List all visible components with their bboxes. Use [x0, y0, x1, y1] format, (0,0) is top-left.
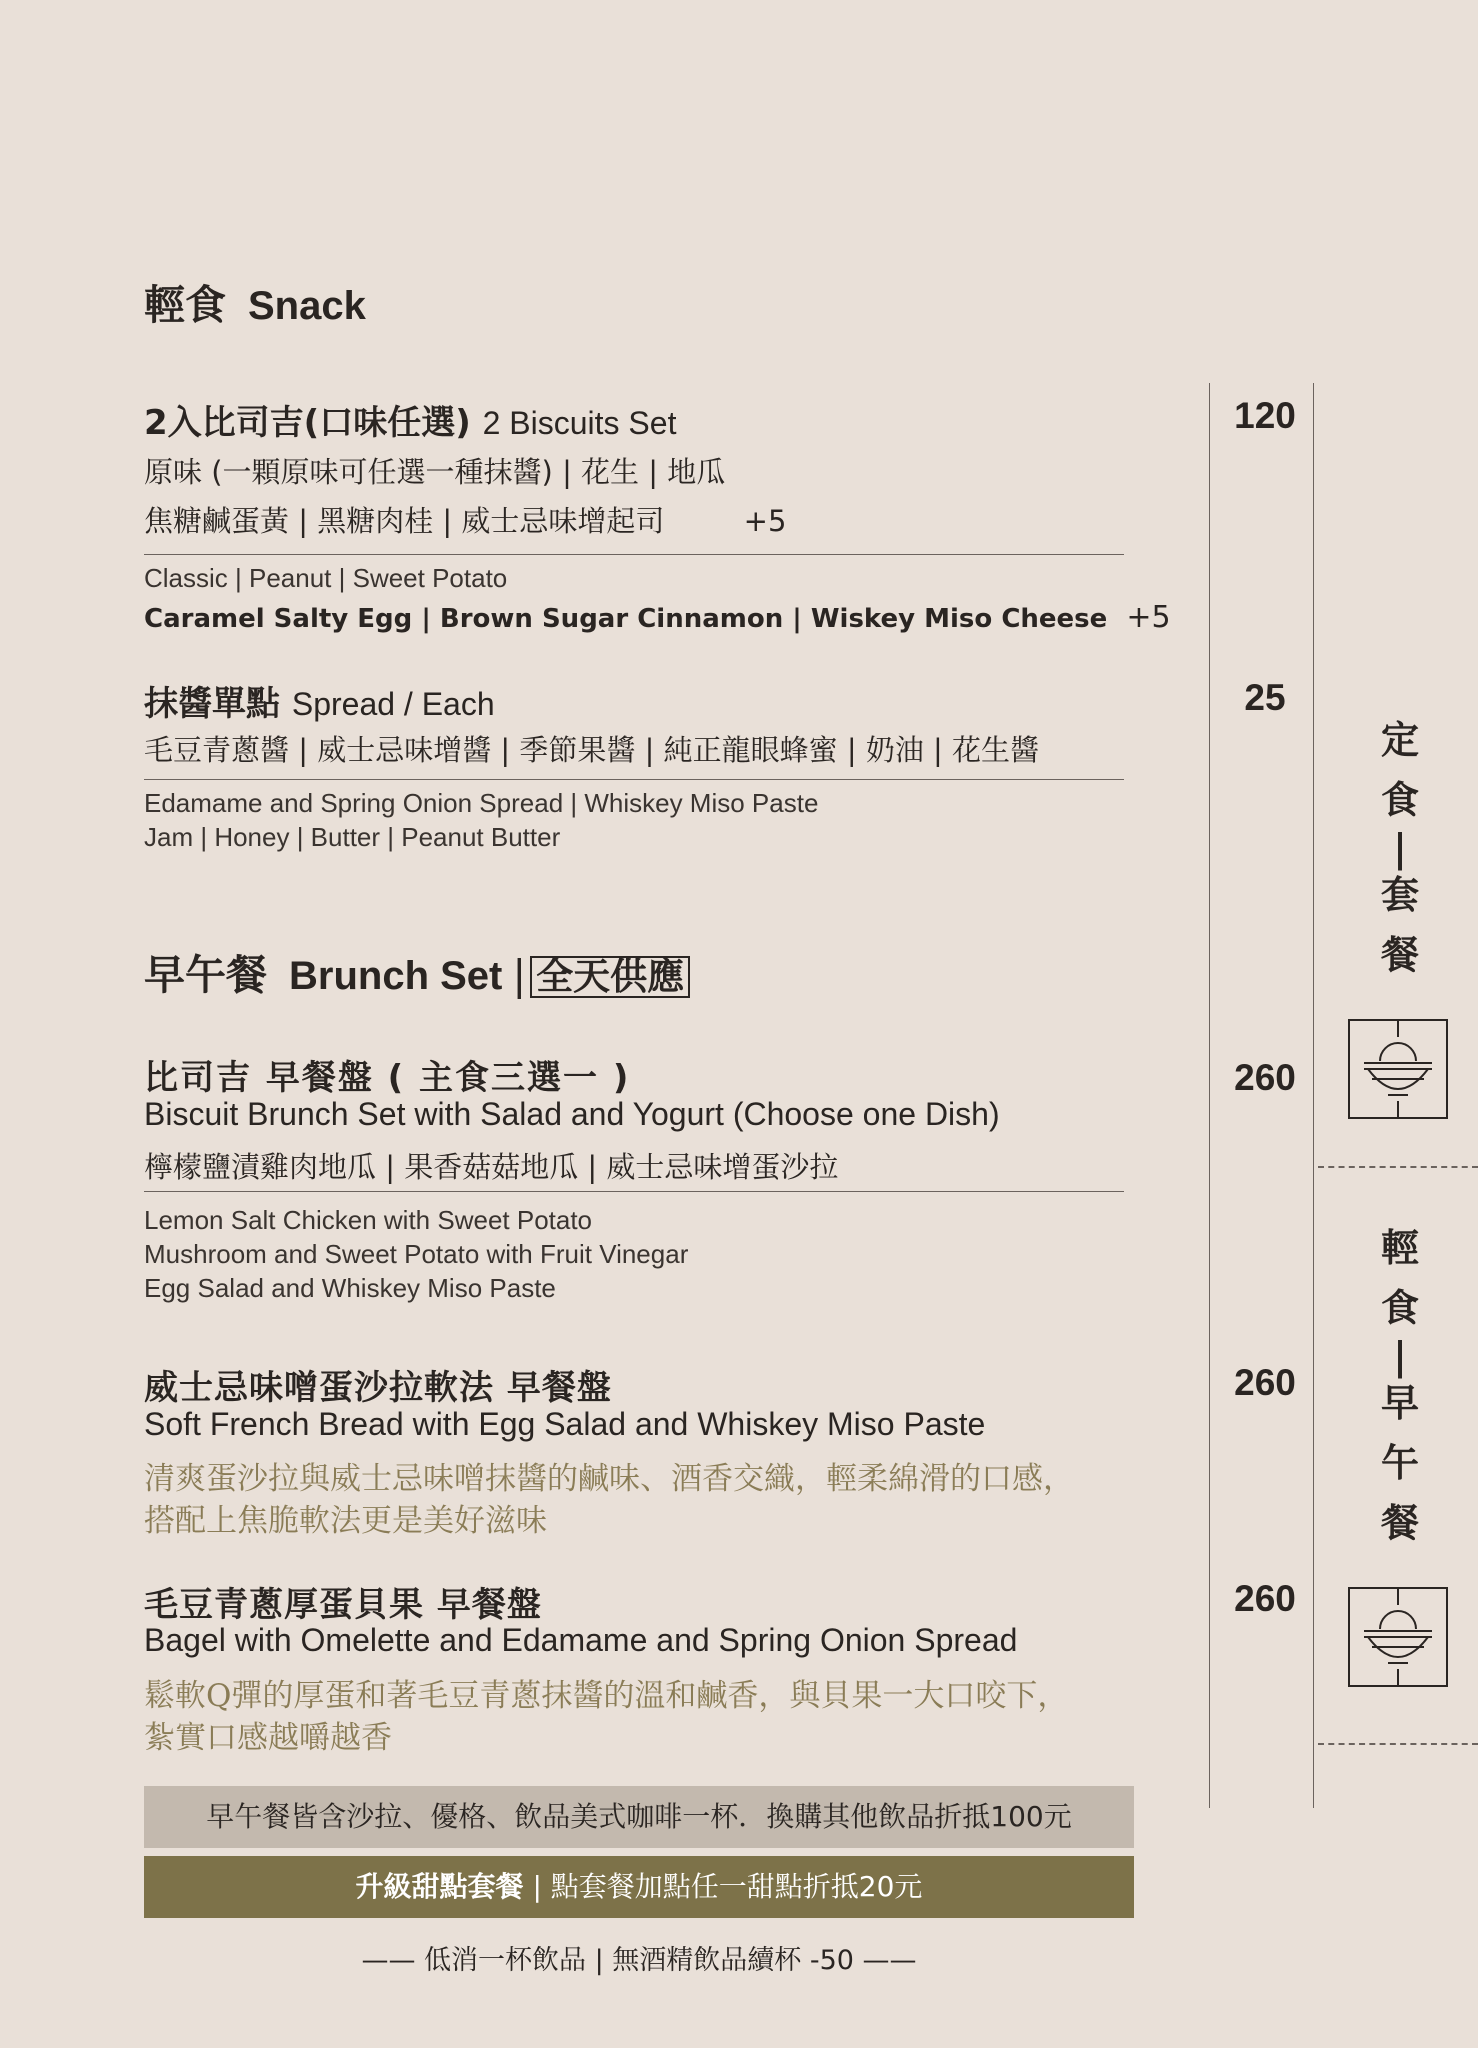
divider: [144, 1191, 1124, 1192]
spread-flavors-en-2: Jam | Honey | Butter | Peanut Butter: [144, 822, 561, 852]
brunch-includes-note: 早午餐皆含沙拉、優格、飲品美式咖啡一杯．換購其他飲品折抵100元: [144, 1786, 1134, 1848]
snack-heading: [144, 272, 366, 331]
minimum-order-note: —— 低消一杯飲品 | 無酒精飲品續杯 -50 ——: [361, 1945, 917, 1976]
side-tab-char: 餐: [1380, 1500, 1419, 1545]
biscuit-set-price: 260: [1234, 1057, 1296, 1098]
bowl-icon: [1348, 1019, 1448, 1119]
price-column-divider: [1209, 383, 1210, 1808]
biscuits-flavors-en-1: Classic | Peanut | Sweet Potato: [144, 563, 508, 593]
side-tab-char: |: [1393, 825, 1407, 870]
side-tab-char: 套: [1380, 872, 1419, 917]
biscuit-set-title: 比司吉 早餐盤 ( 主食三選一 ): [144, 1058, 631, 1098]
all-day-badge: 全天供應: [530, 956, 690, 998]
brunch-heading: [144, 942, 690, 1001]
side-tab-char: 食: [1380, 1285, 1419, 1330]
biscuit-set-dish-en-2: Mushroom and Sweet Potato with Fruit Vinegar: [144, 1239, 689, 1269]
side-tab-char: 輕: [1380, 1225, 1419, 1270]
side-tab-char: 午: [1380, 1440, 1419, 1485]
french-bread-desc-1: 清爽蛋沙拉與威士忌味噌抹醬的鹹味、酒香交織，輕柔綿滑的口感，: [144, 1461, 1074, 1497]
side-tab-char: |: [1393, 1333, 1407, 1378]
divider: [144, 779, 1124, 780]
spread-title-zh: 抹醬單點: [144, 684, 280, 724]
side-tab-char: 餐: [1380, 932, 1419, 977]
biscuit-set-dish-en-1: Lemon Salt Chicken with Sweet Potato: [144, 1205, 593, 1235]
spread-title-en: Spread / Each: [291, 686, 495, 722]
biscuits-title: [144, 395, 676, 444]
biscuits-title-zh: 2入比司吉(口味任選): [144, 403, 471, 443]
spread-flavors-en-1: Edamame and Spring Onion Spread | Whiskey Miso Paste: [144, 788, 819, 818]
side-tab-separator: [1318, 1743, 1478, 1745]
french-bread-price: 260: [1234, 1362, 1296, 1403]
brunch-heading-separator: |: [512, 951, 527, 999]
biscuits-flavors-en-2-text: Caramel Salty Egg | Brown Sugar Cinnamon | Wiskey Miso Cheese: [144, 604, 1108, 634]
biscuits-flavors-zh-1: 原味 (一顆原味可任選一種抹醬) | 花生 | 地瓜: [144, 455, 726, 489]
biscuits-title-en: 2 Biscuits Set: [482, 405, 677, 441]
dessert-upgrade-note: [144, 1856, 1134, 1918]
spread-title: [144, 676, 495, 725]
biscuits-flavors-zh-2-text: 焦糖鹹蛋黃 | 黑糖肉桂 | 威士忌味增起司: [144, 504, 665, 538]
snack-heading-zh: 輕食: [144, 281, 226, 329]
biscuit-set-dish-en-3: Egg Salad and Whiskey Miso Paste: [144, 1273, 556, 1303]
bagel-title: 毛豆青蔥厚蛋貝果 早餐盤: [144, 1585, 542, 1625]
bagel-title-en: Bagel with Omelette and Edamame and Spring Onion Spread: [144, 1622, 1018, 1658]
dessert-upgrade-detail: | 點套餐加點任一甜點折抵20元: [523, 1870, 923, 1903]
biscuits-flavors-zh-extra: +5: [743, 504, 787, 538]
brunch-heading-zh: 早午餐: [144, 951, 267, 999]
french-bread-title-en: Soft French Bread with Egg Salad and Whiskey Miso Paste: [144, 1406, 986, 1442]
spread-flavors-zh: 毛豆青蔥醬 | 威士忌味增醬 | 季節果醬 | 純正龍眼蜂蜜 | 奶油 | 花生醬: [144, 733, 1040, 767]
biscuit-set-title-en: Biscuit Brunch Set with Salad and Yogurt (Choose one Dish): [144, 1096, 1000, 1132]
bagel-desc-1: 鬆軟Q彈的厚蛋和著毛豆青蔥抹醬的溫和鹹香，與貝果一大口咬下，: [144, 1678, 1069, 1714]
side-tab-char: 早: [1380, 1380, 1419, 1425]
side-tab-char: 食: [1380, 777, 1419, 822]
brunch-heading-en: Brunch Set: [289, 954, 503, 998]
french-bread-desc-2: 搭配上焦脆軟法更是美好滋味: [144, 1503, 547, 1539]
bagel-desc-2: 紮實口感越嚼越香: [144, 1720, 392, 1756]
divider: [144, 554, 1124, 555]
biscuits-flavors-zh-2: [144, 499, 786, 540]
snack-heading-en: Snack: [248, 284, 366, 328]
biscuits-flavors-en-2: [144, 600, 1171, 635]
side-tab-char: 定: [1380, 717, 1419, 762]
biscuit-set-dishes-zh: 檸檬鹽漬雞肉地瓜 | 果香菇菇地瓜 | 威士忌味增蛋沙拉: [144, 1150, 839, 1184]
side-tab-separator: [1318, 1166, 1478, 1168]
side-tab-set-meal[interactable]: [1365, 710, 1435, 985]
biscuits-flavors-en-extra: +5: [1126, 600, 1171, 635]
french-bread-title: 威士忌味噌蛋沙拉軟法 早餐盤: [144, 1368, 612, 1408]
side-tab-snack-brunch[interactable]: [1365, 1218, 1435, 1553]
biscuits-price: 120: [1234, 395, 1296, 436]
bowl-icon: [1348, 1587, 1448, 1687]
spread-price: 25: [1244, 677, 1286, 718]
side-tab-divider: [1313, 383, 1314, 1808]
bagel-price: 260: [1234, 1578, 1296, 1619]
dessert-upgrade-label: 升級甜點套餐: [355, 1870, 524, 1903]
